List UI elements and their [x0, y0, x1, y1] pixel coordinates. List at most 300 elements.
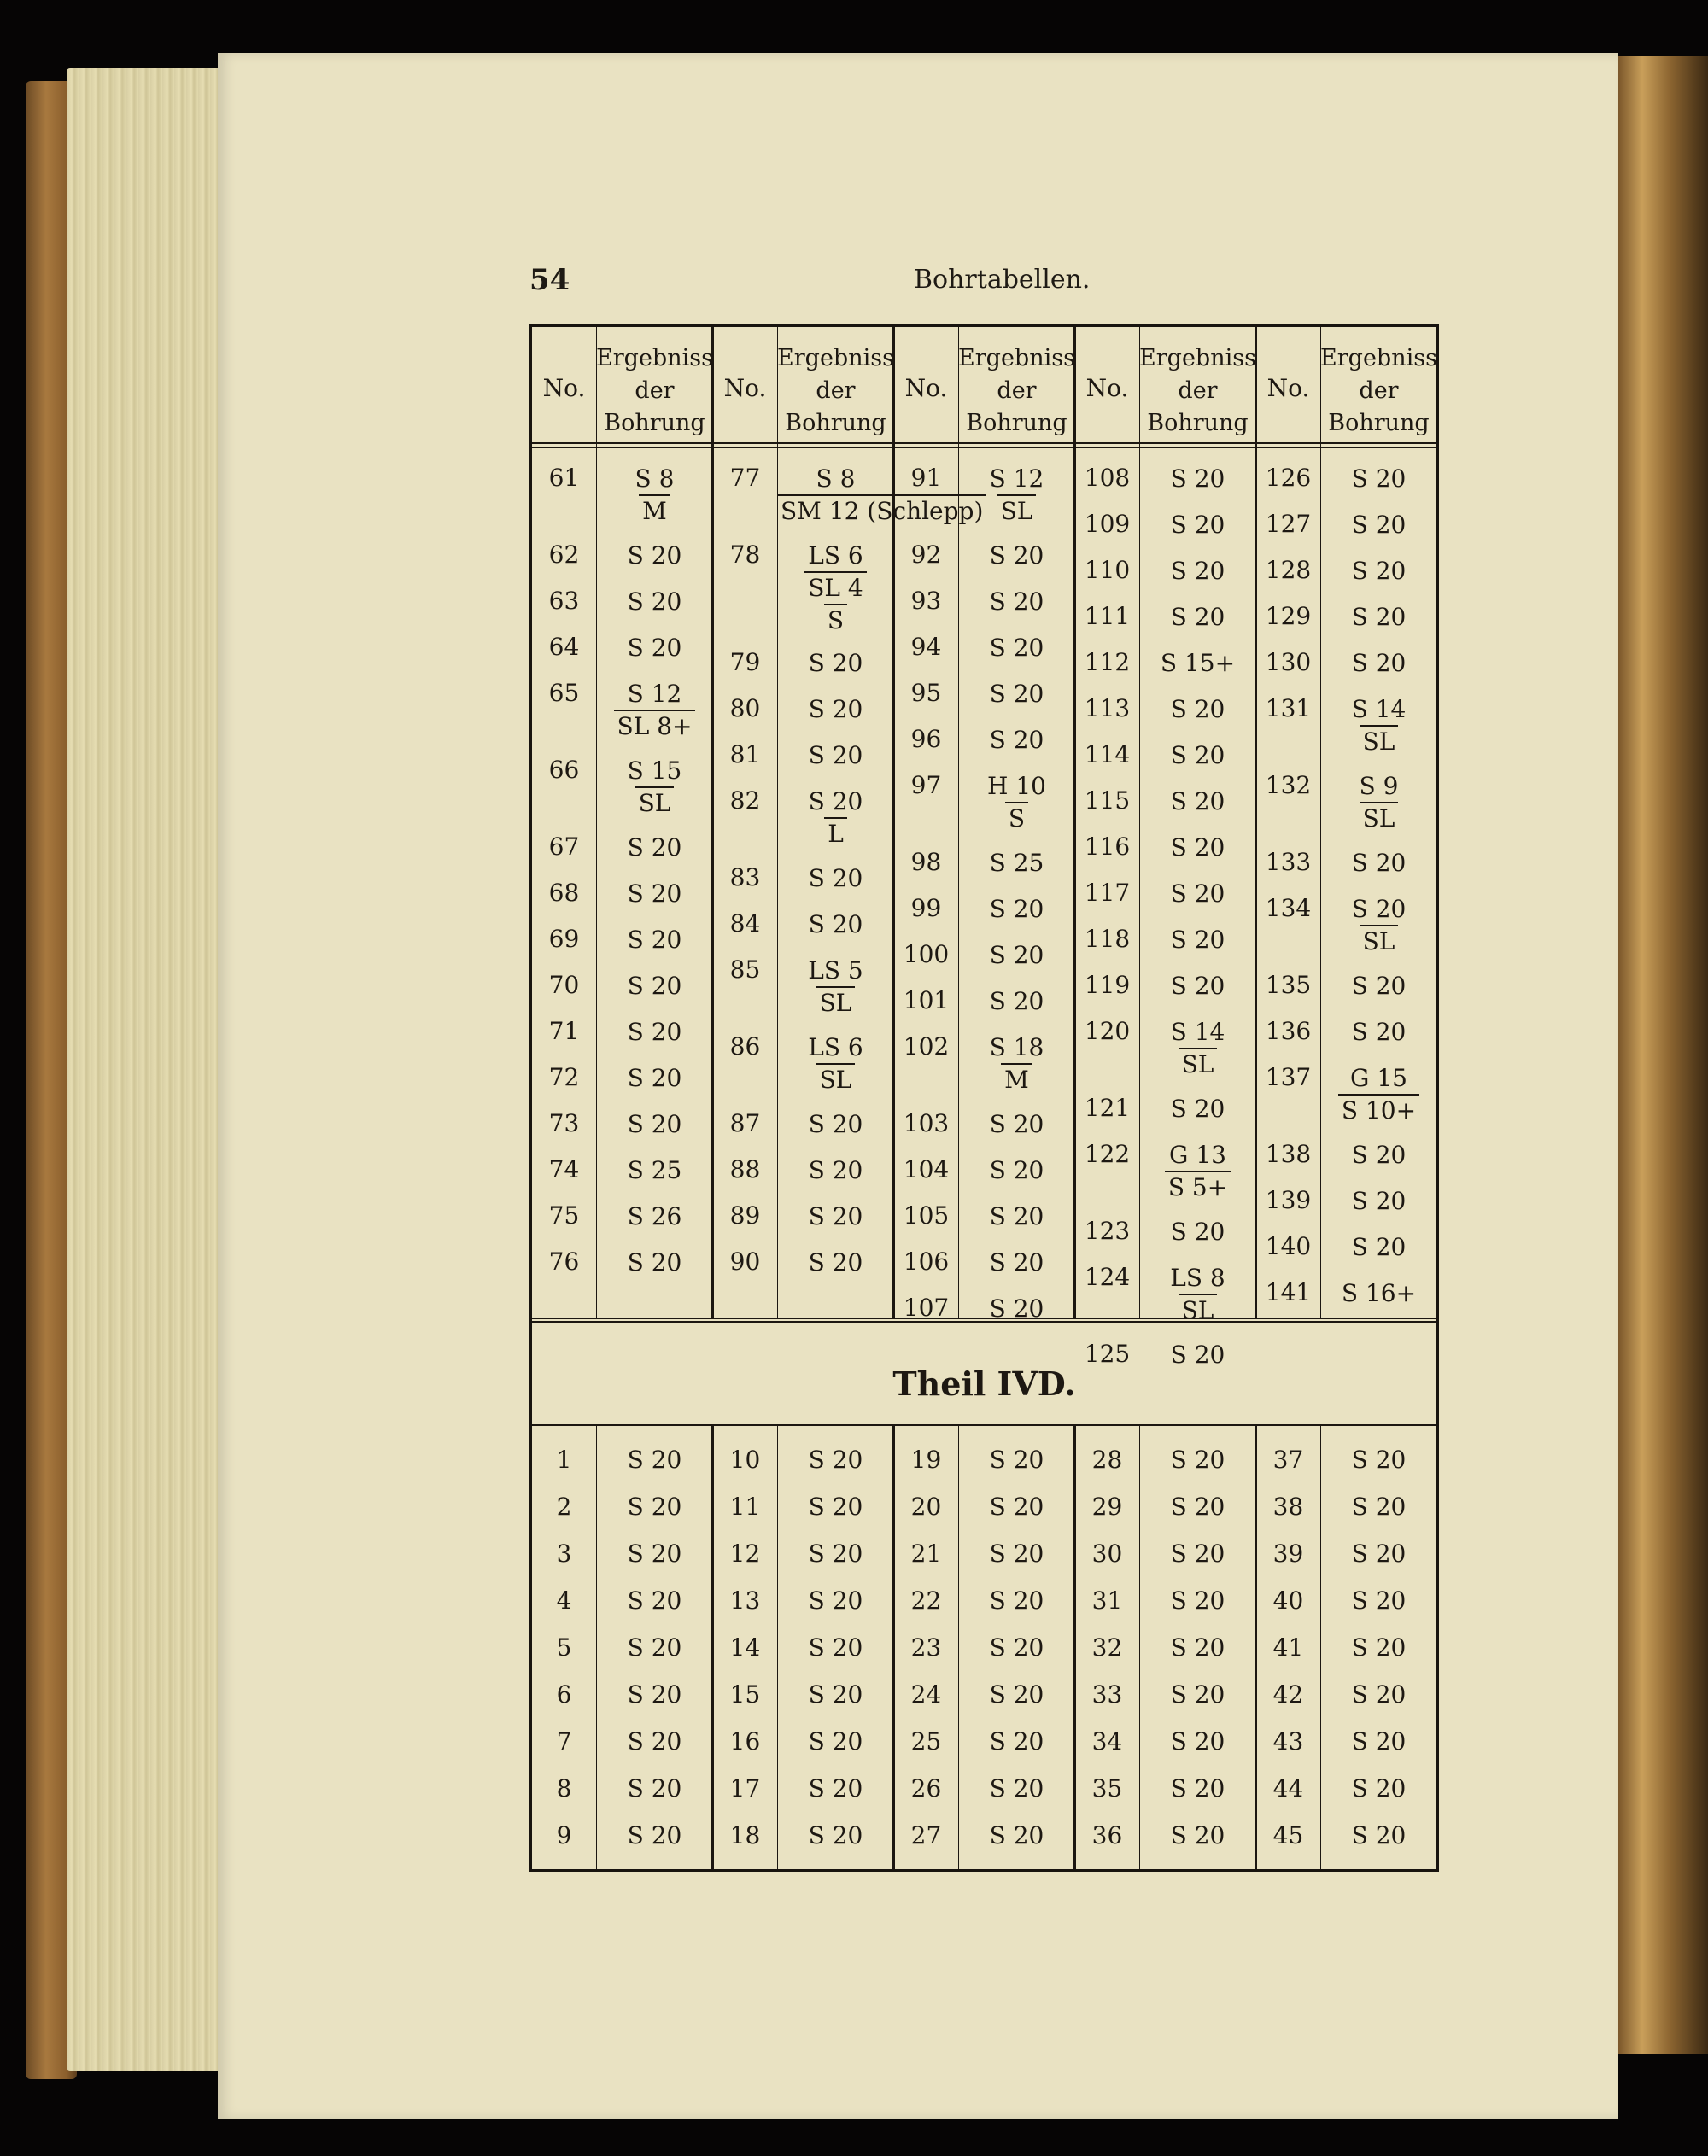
result-stratum: S 20: [1170, 1341, 1225, 1369]
result-stratum: S 8: [816, 465, 856, 493]
result-stratum: S 20: [989, 634, 1044, 662]
lower-row-number: 31: [1091, 1586, 1123, 1615]
lower-boring-result: S 20: [808, 1680, 863, 1709]
lower-row-number: 23: [910, 1633, 942, 1662]
row-number: 121: [1084, 1094, 1131, 1122]
row-number: 115: [1084, 786, 1131, 815]
header-result-line: der: [635, 377, 675, 404]
row-number: 131: [1265, 694, 1312, 722]
result-stratum: S 20: [627, 587, 682, 616]
result-stratum: S 20: [989, 1110, 1044, 1138]
lower-boring-result: S 20: [1351, 1446, 1407, 1474]
result-stratum: LS 5: [808, 956, 863, 985]
lower-boring-result: S 20: [989, 1493, 1044, 1521]
row-number: 130: [1265, 648, 1312, 676]
result-stratum: S 20: [627, 634, 682, 662]
boring-result: [958, 464, 1075, 527]
row-number: 106: [903, 1247, 950, 1276]
row-number: 108: [1084, 464, 1131, 492]
header-result-line: Ergebniss: [596, 345, 713, 371]
lower-row-number: 20: [910, 1493, 942, 1521]
result-stratum: S 20: [1170, 787, 1225, 815]
result-stratum: SL: [1360, 802, 1399, 834]
result-stratum: SL 8+: [614, 710, 696, 742]
result-stratum: S: [1005, 802, 1028, 834]
row-number: 69: [548, 925, 580, 953]
result-stratum: L: [824, 817, 847, 850]
boring-result: [1139, 556, 1256, 587]
row-number: 65: [548, 679, 580, 707]
boring-result: [1320, 848, 1437, 879]
result-stratum: S 20: [1170, 926, 1225, 954]
boring-result: [1139, 1263, 1256, 1326]
result-stratum: S 20: [989, 541, 1044, 570]
row-number: 129: [1265, 602, 1312, 630]
boring-result: [1320, 771, 1437, 834]
row-number: 105: [903, 1201, 950, 1230]
boring-result: [1139, 1140, 1256, 1203]
lower-boring-result: S 20: [989, 1774, 1044, 1803]
boring-result: [777, 1201, 894, 1232]
row-number: 102: [903, 1032, 950, 1060]
result-stratum: S 20: [989, 1294, 1044, 1323]
result-stratum: S 18: [989, 1033, 1044, 1061]
result-stratum: S 20: [627, 1248, 682, 1277]
row-number: 81: [729, 740, 761, 768]
result-stratum: S 20: [627, 1018, 682, 1046]
result-stratum: S 20: [1170, 1095, 1225, 1123]
row-number: 126: [1265, 464, 1312, 492]
boring-result: [1139, 740, 1256, 771]
row-number: 97: [910, 771, 942, 799]
boring-result: [596, 1201, 713, 1232]
lower-boring-result: S 20: [1351, 1493, 1407, 1521]
boring-result: [596, 925, 713, 955]
header-result: [1320, 342, 1437, 440]
result-stratum: S 8: [635, 465, 675, 493]
boring-result: [1320, 464, 1437, 494]
boring-result: [1320, 894, 1437, 957]
lower-row-number: 35: [1091, 1774, 1123, 1803]
result-stratum: S 20: [808, 1202, 863, 1230]
lower-boring-result: S 20: [627, 1446, 682, 1474]
result-stratum: SL: [1179, 1294, 1218, 1326]
result-stratum: S 20: [1170, 511, 1225, 539]
lower-row-number: 40: [1272, 1586, 1304, 1615]
boring-result: [958, 679, 1075, 710]
row-number: 128: [1265, 556, 1312, 584]
lower-row-number: 28: [1091, 1446, 1123, 1474]
boring-result: [1139, 464, 1256, 494]
row-number: 66: [548, 756, 580, 784]
lower-row-number: 15: [729, 1680, 761, 1709]
lower-boring-result: S 20: [1170, 1540, 1225, 1568]
boring-result: [958, 986, 1075, 1017]
boring-result: [1320, 510, 1437, 540]
row-number: 109: [1084, 510, 1131, 538]
boring-result: [777, 1109, 894, 1140]
boring-result: [1139, 786, 1256, 817]
row-number: 107: [903, 1294, 950, 1322]
lower-row-number: 14: [729, 1633, 761, 1662]
lower-row-number: 26: [910, 1774, 942, 1803]
result-stratum: LS 6: [808, 541, 863, 570]
page-number: 54: [529, 263, 570, 297]
lower-row-number: 1: [556, 1446, 572, 1474]
lower-row-number: 13: [729, 1586, 761, 1615]
boring-result: [1139, 510, 1256, 540]
row-number: 80: [729, 694, 761, 722]
lower-boring-result: S 20: [1351, 1727, 1407, 1756]
row-number: 134: [1265, 894, 1312, 922]
lower-row-number: 41: [1272, 1633, 1304, 1662]
lower-row-number: 16: [729, 1727, 761, 1756]
lower-boring-result: S 20: [1170, 1680, 1225, 1709]
boring-result: [777, 786, 894, 850]
boring-result: [958, 725, 1075, 756]
row-number: 86: [729, 1032, 761, 1060]
result-stratum: LS 8: [1170, 1264, 1225, 1292]
row-number: 136: [1265, 1017, 1312, 1045]
row-number: 63: [548, 587, 580, 615]
boring-result: [777, 955, 894, 1019]
result-stratum: S 20: [1170, 465, 1225, 493]
lower-boring-result: S 20: [627, 1540, 682, 1568]
lower-row-number: 6: [556, 1680, 572, 1709]
lower-row-number: 8: [556, 1774, 572, 1803]
boring-result: [1320, 1278, 1437, 1309]
lower-row-number: 4: [556, 1586, 572, 1615]
header-result-line: der: [1359, 377, 1399, 404]
row-number: 98: [910, 848, 942, 876]
row-number: 93: [910, 587, 942, 615]
result-stratum: S 5+: [1165, 1171, 1231, 1203]
lower-boring-result: S 20: [989, 1821, 1044, 1849]
header-result-line: Bohrung: [604, 410, 705, 436]
row-number: 94: [910, 633, 942, 661]
header-rule: [532, 442, 1436, 444]
row-number: 77: [729, 464, 761, 492]
result-stratum: LS 6: [808, 1033, 863, 1061]
lower-row-number: 24: [910, 1680, 942, 1709]
row-number: 104: [903, 1155, 950, 1183]
row-number: 73: [548, 1109, 580, 1137]
lower-boring-result: S 20: [808, 1727, 863, 1756]
boring-result: [596, 756, 713, 819]
section-bottom-rule: [532, 1424, 1436, 1426]
lower-boring-result: S 20: [627, 1680, 682, 1709]
page-edges-right: [1614, 56, 1708, 2054]
row-number: 91: [910, 464, 942, 492]
boring-result: [1320, 648, 1437, 679]
result-stratum: S 20: [1351, 465, 1407, 493]
boring-result: [1139, 971, 1256, 1002]
result-stratum: S 20: [989, 1202, 1044, 1230]
row-number: 123: [1084, 1217, 1131, 1245]
header-no: No.: [723, 374, 767, 402]
row-number: 79: [729, 648, 761, 676]
result-stratum: SM 12 (Schlepp): [777, 494, 986, 527]
row-number: 92: [910, 540, 942, 569]
result-stratum: SL: [1360, 725, 1399, 757]
lower-boring-result: S 20: [989, 1540, 1044, 1568]
header-rule-2: [532, 447, 1436, 448]
result-stratum: S 20: [1170, 1218, 1225, 1246]
header-result-line: Bohrung: [966, 410, 1068, 436]
lower-row-number: 21: [910, 1540, 942, 1568]
row-number: 125: [1084, 1340, 1131, 1368]
lower-boring-result: S 20: [1351, 1540, 1407, 1568]
lower-boring-result: S 20: [989, 1727, 1044, 1756]
boring-result: [958, 1155, 1075, 1186]
result-stratum: S 12: [627, 680, 682, 708]
result-stratum: SL: [816, 986, 856, 1019]
lower-boring-result: S 20: [989, 1633, 1044, 1662]
result-stratum: S 20: [808, 1156, 863, 1184]
boring-result: [1139, 1340, 1256, 1370]
result-stratum: SL: [635, 786, 675, 819]
boring-result: [1320, 1063, 1437, 1126]
lower-row-number: 17: [729, 1774, 761, 1803]
header-result-line: Bohrung: [1328, 410, 1430, 436]
lower-boring-result: S 20: [627, 1727, 682, 1756]
row-number: 113: [1084, 694, 1131, 722]
lower-boring-result: S 20: [1351, 1586, 1407, 1615]
boring-result: [596, 971, 713, 1002]
boring-result: [958, 1109, 1075, 1140]
boring-result: [596, 633, 713, 663]
row-number: 95: [910, 679, 942, 707]
result-stratum: S 20: [627, 1110, 682, 1138]
section-title: Theil IVD.: [892, 1364, 1076, 1403]
lower-boring-result: S 20: [1170, 1446, 1225, 1474]
row-number: 82: [729, 786, 761, 815]
boring-result: [596, 464, 713, 527]
row-number: 99: [910, 894, 942, 922]
lower-boring-result: S 20: [808, 1774, 863, 1803]
header-result-line: Ergebniss: [777, 345, 894, 371]
row-number: 61: [548, 464, 580, 492]
boring-result: [777, 540, 894, 636]
boring-result: [958, 633, 1075, 663]
boring-result: [1139, 1217, 1256, 1247]
header-result-line: Bohrung: [785, 410, 886, 436]
boring-result: [596, 879, 713, 909]
lower-boring-result: S 20: [808, 1633, 863, 1662]
header-result-line: Ergebniss: [1139, 345, 1256, 371]
lower-row-number: 12: [729, 1540, 761, 1568]
row-number: 127: [1265, 510, 1312, 538]
row-number: 71: [548, 1017, 580, 1045]
result-stratum: S 20: [627, 541, 682, 570]
lower-row-number: 38: [1272, 1493, 1304, 1521]
lower-row-number: 39: [1272, 1540, 1304, 1568]
result-stratum: S 20: [1351, 1187, 1407, 1215]
result-stratum: G 15: [1350, 1064, 1407, 1092]
result-stratum: S 20: [989, 987, 1044, 1015]
boring-result: [958, 894, 1075, 925]
result-stratum: S 20: [989, 587, 1044, 616]
result-stratum: S 20: [1170, 557, 1225, 585]
result-stratum: S 20: [1170, 879, 1225, 908]
row-number: 83: [729, 863, 761, 891]
boring-result: [596, 1063, 713, 1094]
boring-result: [1139, 1017, 1256, 1080]
header-result-line: Ergebniss: [958, 345, 1075, 371]
result-stratum: S 20: [1170, 741, 1225, 769]
boring-result: [1139, 925, 1256, 955]
boring-result: [1320, 556, 1437, 587]
boring-result: [777, 740, 894, 771]
row-number: 110: [1084, 556, 1131, 584]
row-number: 64: [548, 633, 580, 661]
result-stratum: S 20: [808, 695, 863, 723]
row-number: 76: [548, 1247, 580, 1276]
lower-boring-result: S 20: [1170, 1493, 1225, 1521]
boring-result: [1139, 602, 1256, 633]
row-number: 89: [729, 1201, 761, 1230]
boring-result: [958, 1294, 1075, 1324]
boring-result: [596, 679, 713, 742]
row-number: 137: [1265, 1063, 1312, 1091]
running-head: Bohrtabellen.: [914, 265, 1091, 295]
row-number: 117: [1084, 879, 1131, 907]
row-number: 140: [1265, 1232, 1312, 1260]
lower-boring-result: S 20: [627, 1774, 682, 1803]
lower-boring-result: S 20: [627, 1821, 682, 1849]
result-stratum: S 20: [627, 1064, 682, 1092]
lower-boring-result: S 20: [627, 1586, 682, 1615]
result-stratum: S 20: [989, 726, 1044, 754]
boring-result: [777, 1155, 894, 1186]
result-stratum: S 14: [1170, 1018, 1225, 1046]
row-number: 67: [548, 833, 580, 861]
lower-row-number: 2: [556, 1493, 572, 1521]
row-number: 88: [729, 1155, 761, 1183]
result-stratum: S 20: [1351, 972, 1407, 1000]
lower-boring-result: S 20: [1351, 1774, 1407, 1803]
lower-boring-result: S 20: [808, 1821, 863, 1849]
lower-row-number: 32: [1091, 1633, 1123, 1662]
row-number: 103: [903, 1109, 950, 1137]
lower-row-number: 43: [1272, 1727, 1304, 1756]
row-number: 84: [729, 909, 761, 938]
result-stratum: S 26: [627, 1202, 682, 1230]
result-stratum: S 25: [989, 849, 1044, 877]
boring-result: [958, 540, 1075, 571]
row-number: 96: [910, 725, 942, 753]
result-stratum: S 20: [627, 879, 682, 908]
boring-result: [958, 771, 1075, 834]
result-stratum: S 20: [989, 680, 1044, 708]
header-result-line: der: [1178, 377, 1218, 404]
boring-result: [596, 1247, 713, 1278]
result-stratum: S 20: [627, 972, 682, 1000]
row-number: 68: [548, 879, 580, 907]
result-stratum: SL: [1179, 1048, 1218, 1080]
row-number: 138: [1265, 1140, 1312, 1168]
result-stratum: S 20: [1170, 603, 1225, 631]
boring-result: [777, 648, 894, 679]
boring-result: [1139, 1094, 1256, 1125]
result-stratum: S 20: [1351, 895, 1407, 923]
row-number: 70: [548, 971, 580, 999]
header-result-line: der: [997, 377, 1037, 404]
result-stratum: S 20: [1170, 972, 1225, 1000]
row-number: 78: [729, 540, 761, 569]
row-number: 120: [1084, 1017, 1131, 1045]
boring-result: [958, 848, 1075, 879]
result-stratum: S 20: [808, 1110, 863, 1138]
result-stratum: S 12: [989, 465, 1044, 493]
result-stratum: M: [639, 494, 670, 527]
lower-row-number: 22: [910, 1586, 942, 1615]
row-number: 114: [1084, 740, 1131, 768]
boring-result: [1320, 1017, 1437, 1048]
lower-boring-result: S 20: [808, 1586, 863, 1615]
boring-result: [1320, 1232, 1437, 1263]
result-stratum: S 15: [627, 757, 682, 785]
result-stratum: SL: [1360, 925, 1399, 957]
result-stratum: S 20: [808, 741, 863, 769]
lower-boring-result: S 20: [989, 1446, 1044, 1474]
lower-row-number: 44: [1272, 1774, 1304, 1803]
lower-boring-result: S 20: [1170, 1774, 1225, 1803]
row-number: 75: [548, 1201, 580, 1230]
result-stratum: M: [1001, 1063, 1032, 1096]
lower-boring-result: S 20: [808, 1540, 863, 1568]
result-stratum: S 20: [808, 910, 863, 938]
lower-row-number: 19: [910, 1446, 942, 1474]
lower-row-number: 37: [1272, 1446, 1304, 1474]
row-number: 135: [1265, 971, 1312, 999]
lower-row-number: 27: [910, 1821, 942, 1849]
row-number: 139: [1265, 1186, 1312, 1214]
result-stratum: S 20: [989, 1156, 1044, 1184]
row-number: 132: [1265, 771, 1312, 799]
result-stratum: S 20: [1351, 649, 1407, 677]
lower-row-number: 33: [1091, 1680, 1123, 1709]
boring-result: [777, 1247, 894, 1278]
result-stratum: S 20: [1351, 1018, 1407, 1046]
lower-boring-result: S 20: [627, 1493, 682, 1521]
header-no: No.: [1085, 374, 1129, 402]
boring-result: [1320, 971, 1437, 1002]
boring-result: [1320, 1140, 1437, 1171]
lower-row-number: 29: [1091, 1493, 1123, 1521]
lower-boring-result: S 20: [989, 1680, 1044, 1709]
boring-result: [958, 1032, 1075, 1096]
lower-boring-result: S 20: [1170, 1633, 1225, 1662]
boring-result: [777, 909, 894, 940]
result-stratum: S 20: [808, 649, 863, 677]
result-stratum: S 20: [808, 864, 863, 892]
lower-row-number: 42: [1272, 1680, 1304, 1709]
header-result: [596, 342, 713, 440]
result-stratum: S 20: [1351, 1233, 1407, 1261]
boring-result: [958, 587, 1075, 617]
lower-row-number: 34: [1091, 1727, 1123, 1756]
lower-boring-result: S 20: [808, 1446, 863, 1474]
row-number: 62: [548, 540, 580, 569]
boring-result: [1139, 694, 1256, 725]
boring-result: [596, 1155, 713, 1186]
boring-result: [958, 1201, 1075, 1232]
lower-row-number: 3: [556, 1540, 572, 1568]
lower-boring-result: S 20: [1351, 1633, 1407, 1662]
row-number: 74: [548, 1155, 580, 1183]
row-number: 87: [729, 1109, 761, 1137]
